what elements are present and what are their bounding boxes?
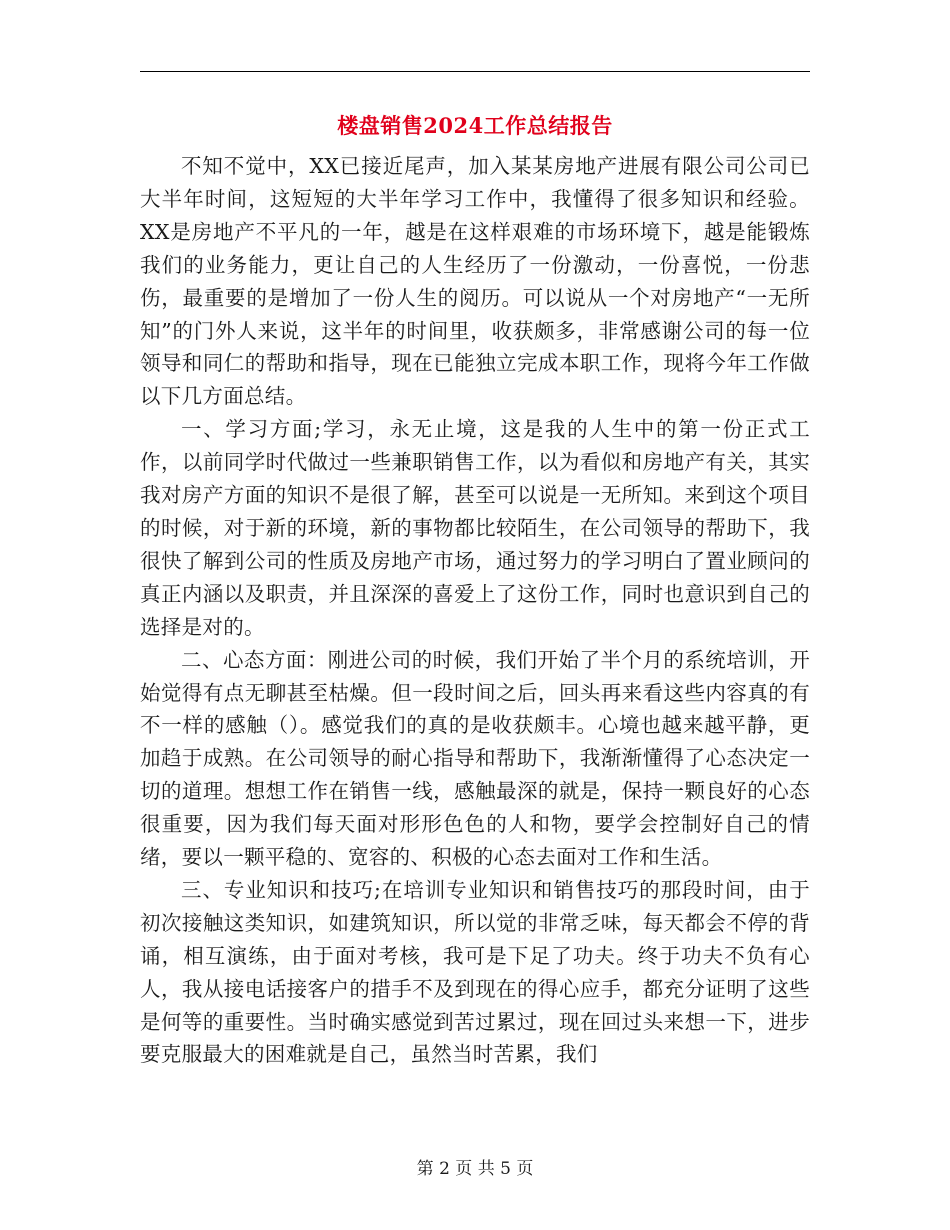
paragraph-study: 一、学习方面;学习，永无止境，这是我的人生中的第一份正式工作，以前同学时代做过一些兼职销售工作，以为看似和房地产有关，其实我对房产方面的知识不是很了解，甚至可以说是一无所知。来到这个项目的时候，对于新的环境，新的事物都比较陌生，在公司领导的帮助下，我很快了解到公司的性质及房地产市场，通过努力的学习明白了置业顾问的真正内涵以及职责，并且深深的喜爱上了这份工作，同时也意识到自己的选择是对的。 [140, 417, 810, 639]
document-body [140, 150, 810, 1071]
paragraph-intro: 不知不觉中，XX已接近尾声，加入某某房地产进展有限公司公司已大半年时间，这短短的大半年学习工作中，我懂得了很多知识和经验。XX是房地产不平凡的一年，越是在这样艰难的市场环境下，越是能锻炼我们的业务能力，更让自己的人生经历了一份激动，一份喜悦，一份悲伤，最重要的是增加了一份人生的阅历。可以说从一个对房地产“一无所知”的门外人来说，这半年的时间里，收获颇多，非常感谢公司的每一位领导和同仁的帮助和指导，现在已能独立完成本职工作，现将今年工作做以下几方面总结。 [140, 154, 810, 409]
document-title: 楼盘销售2024工作总结报告 [337, 113, 613, 138]
page-number-footer: 第 2 页 共 5 页 [416, 1159, 534, 1179]
header-rule [140, 71, 810, 72]
paragraph-mindset: 二、心态方面：刚进公司的时候，我们开始了半个月的系统培训，开始觉得有点无聊甚至枯燥。但一段时间之后，回头再来看这些内容真的有不一样的感触（）。感觉我们的真的是收获颇丰。心境也越来越平静，更加趋于成熟。在公司领导的耐心指导和帮助下，我渐渐懂得了心态决定一切的道理。想想工作在销售一线，感触最深的就是，保持一颗良好的心态很重要，因为我们每天面对形形色色的人和物，要学会控制好自己的情绪，要以一颗平稳的、宽容的、积极的心态去面对工作和生活。 [140, 647, 810, 870]
paragraph-skills: 三、专业知识和技巧;在培训专业知识和销售技巧的那段时间，由于初次接触这类知识，如建筑知识，所以觉的非常乏味，每天都会不停的背诵，相互演练，由于面对考核，我可是下足了功夫。终于功夫不负有心人，我从接电话接客户的措手不及到现在的得心应手，都充分证明了这些是何等的重要性。当时确实感觉到苦过累过，现在回过头来想一下，进步要克服最大的困难就是自己，虽然当时苦累，我们 [140, 877, 810, 1067]
